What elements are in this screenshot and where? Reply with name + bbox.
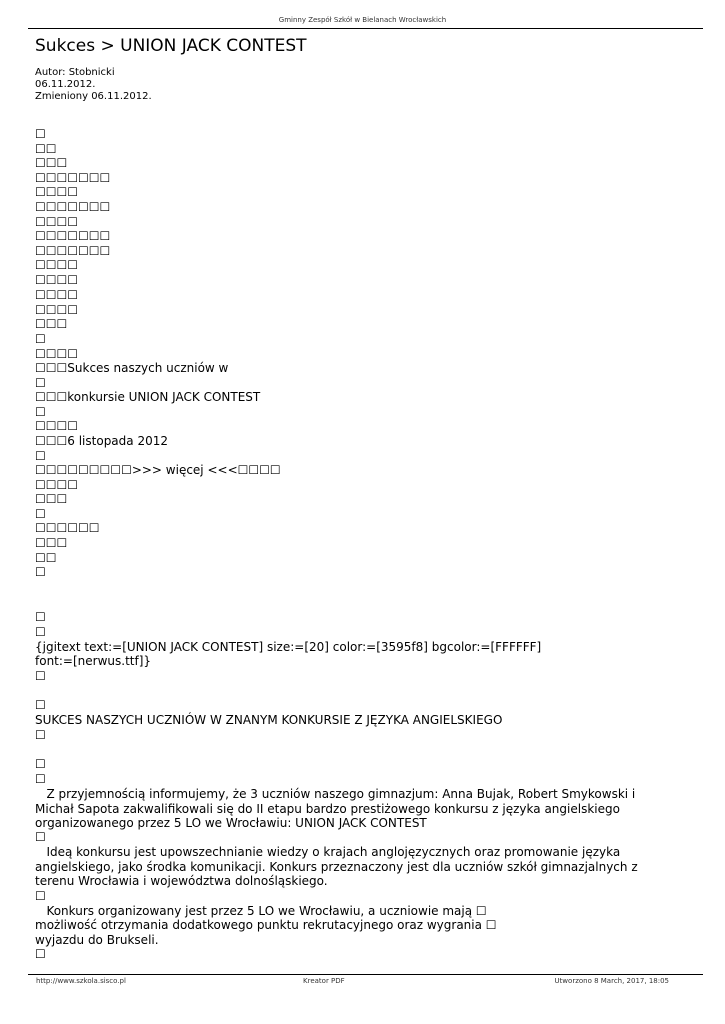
body-line: ☐ — [35, 332, 46, 346]
body-line: ☐ — [35, 565, 46, 579]
body-line: SUKCES NASZYCH UCZNIÓW W ZNANYM KONKURSIE Z JĘZYKA ANGIELSKIEGO — [35, 713, 503, 727]
body-line: ☐ — [35, 610, 46, 624]
body-line: font:=[nerwus.ttf]} — [35, 654, 152, 668]
body-line: ☐ — [35, 669, 46, 683]
body-line: ☐☐☐☐ — [35, 347, 79, 361]
body-line: ☐☐☐ — [35, 492, 68, 506]
body-line: terenu Wrocławia i województwa dolnośląskiego. — [35, 874, 328, 888]
page-title: Sukces > UNION JACK CONTEST — [35, 36, 307, 56]
body-line: ☐☐☐ — [35, 317, 68, 331]
body-line: ☐ — [35, 449, 46, 463]
body-line: Konkurs organizowany jest przez 5 LO we Wrocławiu, a uczniowie mają ☐ — [35, 904, 487, 918]
body-line: ☐☐☐☐ — [35, 288, 79, 302]
body-line: ☐ — [35, 757, 46, 771]
body-line: ☐☐☐ — [35, 536, 68, 550]
footer-generator: Kreator PDF — [303, 977, 345, 985]
modified-line: Zmieniony 06.11.2012. — [35, 91, 152, 102]
footer-url: http://www.szkola.sisco.pl — [36, 977, 126, 985]
body-line: ☐☐☐☐☐☐☐ — [35, 200, 111, 214]
body-line: ☐ — [35, 947, 46, 961]
author-line: Autor: Stobnicki — [35, 67, 115, 78]
body-line: ☐☐ — [35, 142, 57, 156]
body-line: ☐☐☐☐ — [35, 258, 79, 272]
body-line: możliwość otrzymania dodatkowego punktu rekrutacyjnego oraz wygrania ☐ — [35, 918, 497, 932]
page-header-site: Gminny Zespół Szkół w Bielanach Wrocławskich — [278, 16, 447, 24]
body-line: ☐☐☐☐ — [35, 303, 79, 317]
body-line: ☐☐☐konkursie UNION JACK CONTEST — [35, 390, 261, 404]
body-line: ☐☐☐6 listopada 2012 — [35, 434, 168, 448]
footer-created: Utworzono 8 March, 2017, 18:05 — [554, 977, 669, 985]
body-line: ☐ — [35, 830, 46, 844]
body-line: Z przyjemnością informujemy, że 3 uczniów naszego gimnazjum: Anna Bujak, Robert Smykowski i — [35, 787, 636, 801]
body-line: ☐☐☐☐☐☐☐ — [35, 244, 111, 258]
body-line: ☐☐☐☐☐☐☐☐☐>>> więcej <<<☐☐☐☐ — [35, 463, 281, 477]
body-line: ☐ — [35, 728, 46, 742]
body-line: ☐☐☐ — [35, 156, 68, 170]
body-line: {jgitext text:=[UNION JACK CONTEST] size:=[20] color:=[3595f8] bgcolor:=[FFFFFF] — [35, 640, 542, 654]
body-line: ☐ — [35, 772, 46, 786]
body-line: Ideą konkursu jest upowszechnianie wiedzy o krajach anglojęzycznych oraz promowanie języka — [35, 845, 621, 859]
body-line: ☐☐☐Sukces naszych uczniów w — [35, 361, 229, 375]
body-line: ☐☐☐☐ — [35, 185, 79, 199]
body-line: wyjazdu do Brukseli. — [35, 933, 159, 947]
footer-divider — [28, 974, 703, 975]
body-line: angielskiego, jako środka komunikacji. Konkurs przeznaczony jest dla uczniów szkół gimnazjalnych z — [35, 860, 638, 874]
body-line: ☐☐☐☐ — [35, 215, 79, 229]
body-line: ☐☐☐☐ — [35, 419, 79, 433]
body-line: ☐ — [35, 405, 46, 419]
article-meta — [35, 67, 152, 103]
header-divider — [28, 28, 703, 29]
body-line: ☐☐☐☐ — [35, 478, 79, 492]
body-line: ☐☐☐☐ — [35, 273, 79, 287]
body-line: ☐ — [35, 625, 46, 639]
body-line: ☐☐ — [35, 551, 57, 565]
body-line: ☐☐☐☐☐☐ — [35, 521, 100, 535]
body-line: Michał Sapota zakwalifikowali się do II etapu bardzo prestiżowego konkursu z języka angielskiego — [35, 802, 620, 816]
body-line: ☐☐☐☐☐☐☐ — [35, 229, 111, 243]
body-line: organizowanego przez 5 LO we Wrocławiu: UNION JACK CONTEST — [35, 816, 427, 830]
body-line: ☐ — [35, 889, 46, 903]
body-line: ☐ — [35, 507, 46, 521]
body-line: ☐ — [35, 376, 46, 390]
date-line: 06.11.2012. — [35, 79, 96, 90]
body-line: ☐ — [35, 127, 46, 141]
body-line: ☐☐☐☐☐☐☐ — [35, 171, 111, 185]
body-line: ☐ — [35, 698, 46, 712]
